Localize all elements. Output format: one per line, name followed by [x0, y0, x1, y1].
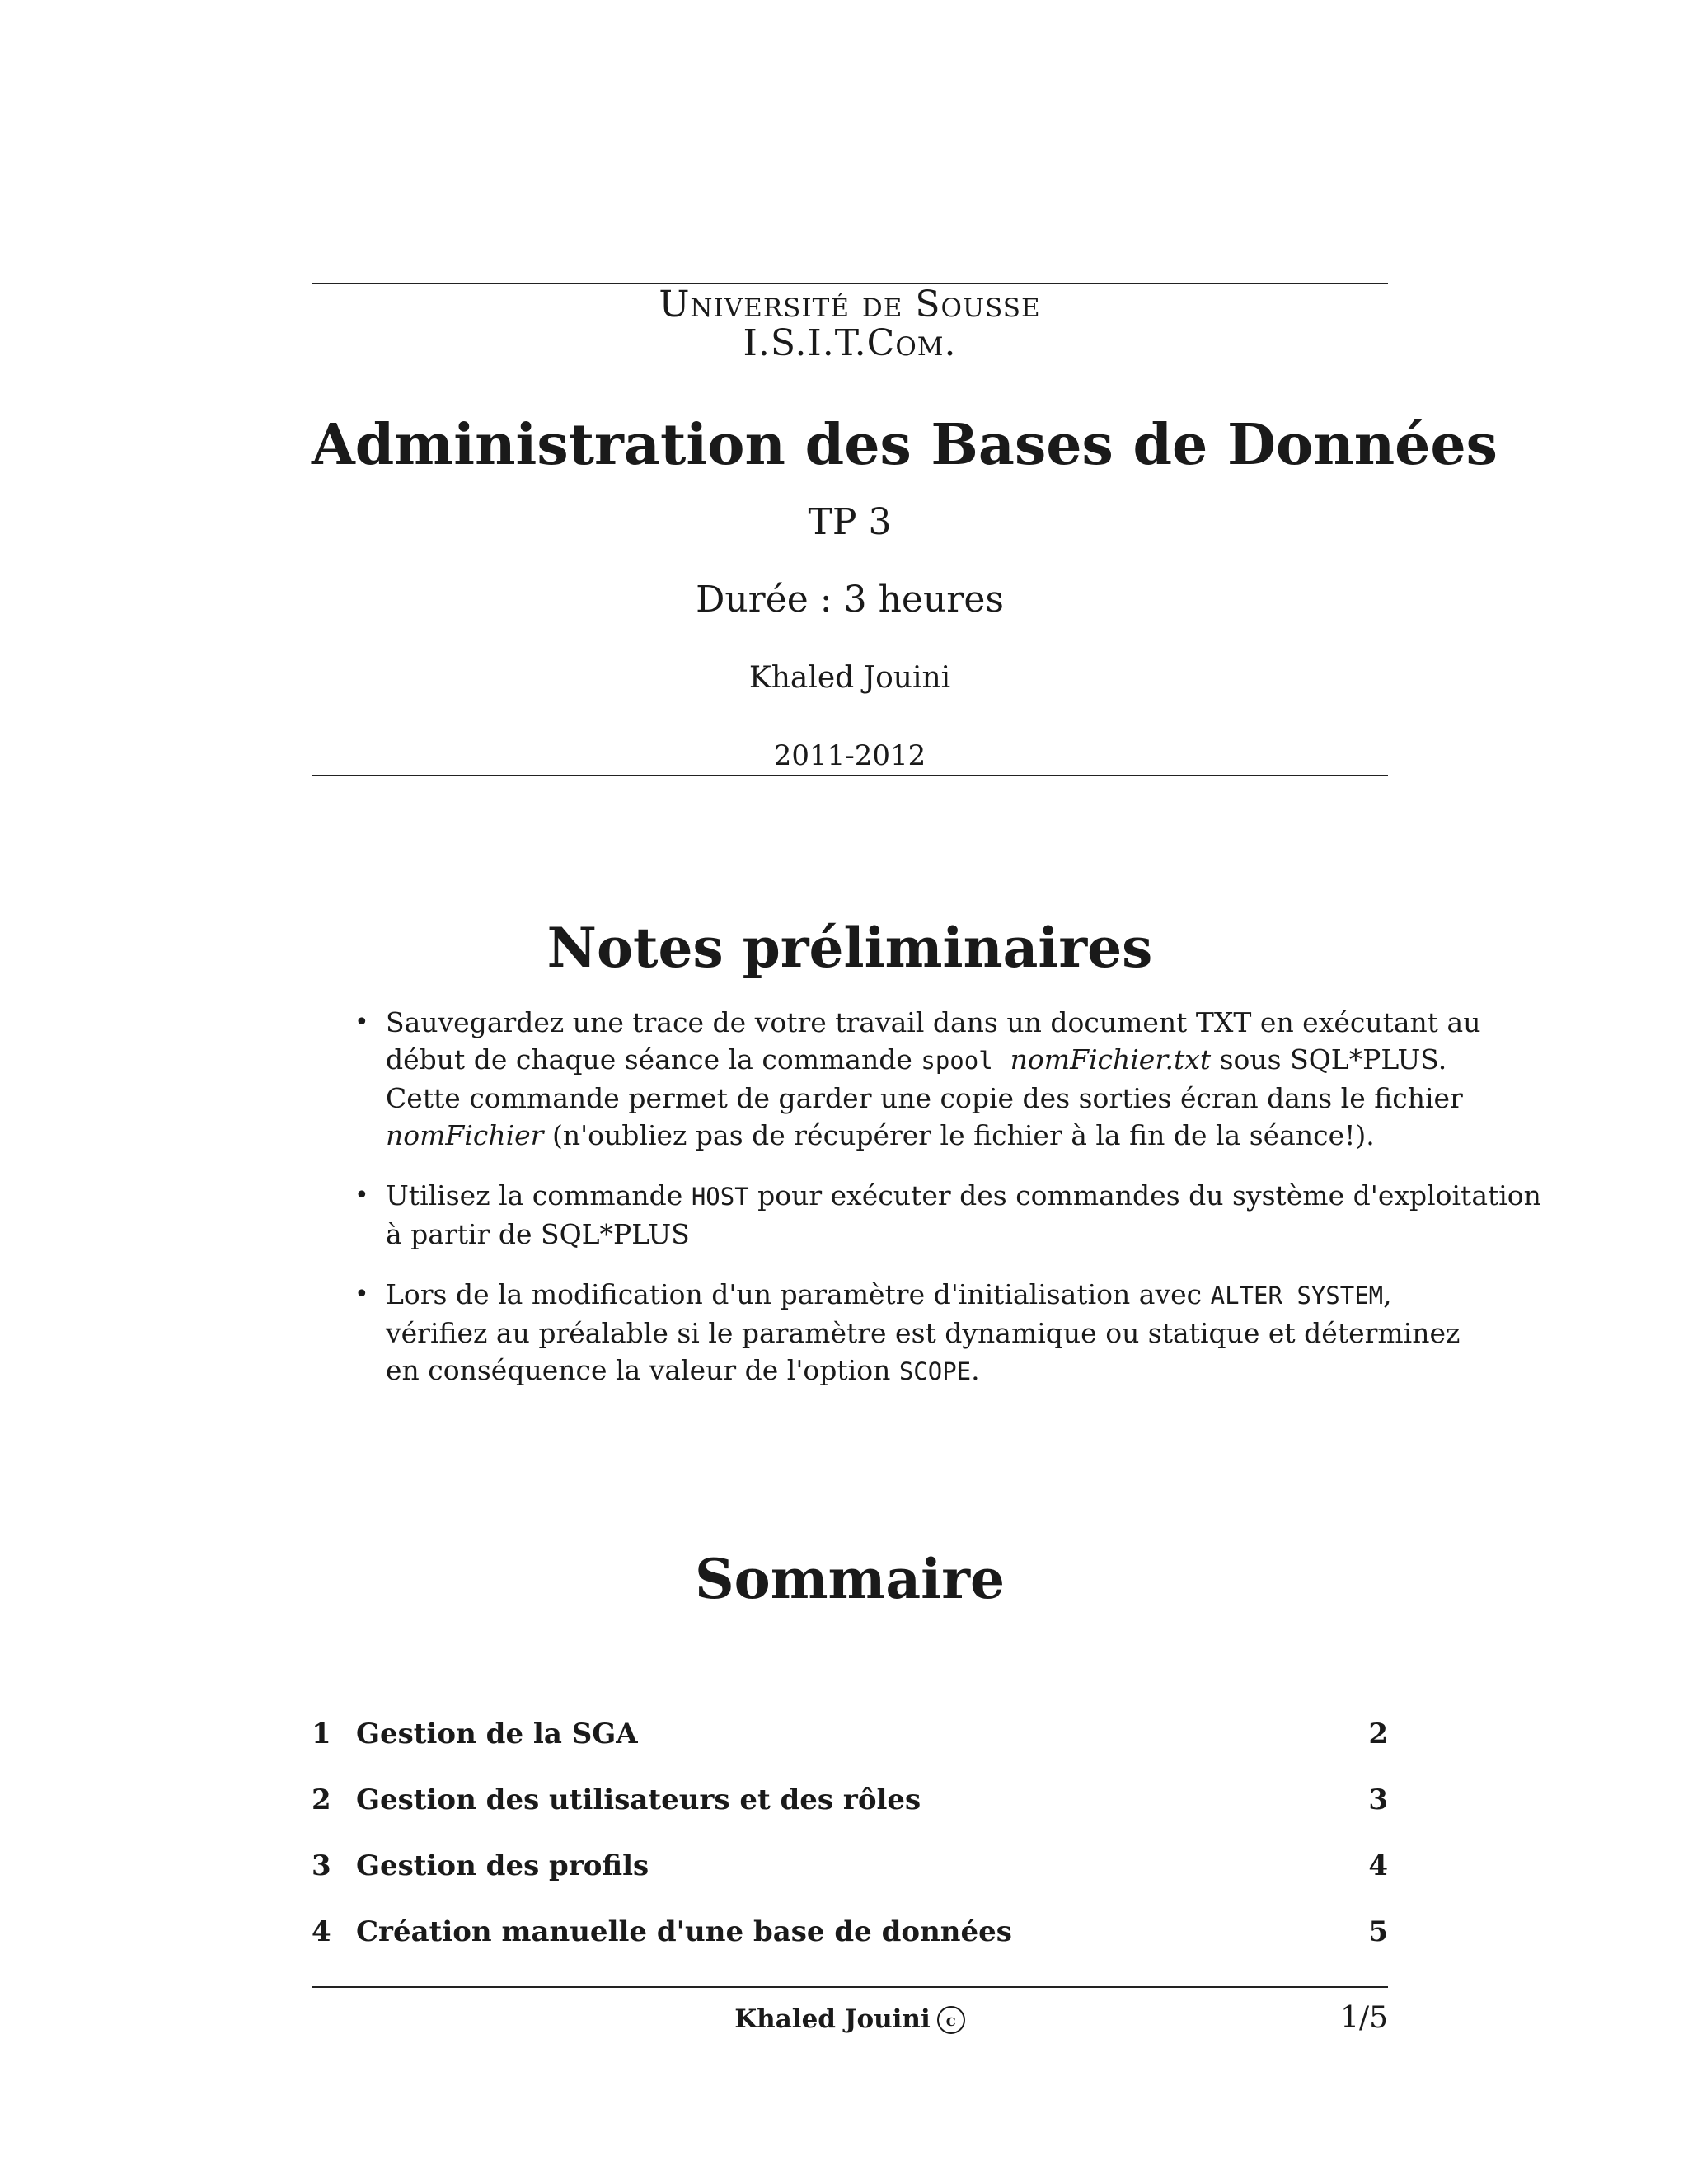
list-item	[353, 1177, 1541, 1253]
code-host: HOST	[691, 1183, 749, 1211]
toc-entry-1[interactable]	[312, 1716, 1388, 1782]
note-line: à partir de SQL*PLUS	[386, 1218, 690, 1250]
toc-page: 2	[1368, 1718, 1388, 1750]
header-bottom-rule	[312, 775, 1388, 776]
copyright-icon: c	[937, 2006, 965, 2034]
page-number: 1/5	[1340, 2001, 1388, 2035]
list-item	[353, 1004, 1481, 1154]
toc-number: 1	[312, 1718, 331, 1750]
toc-page: 5	[1368, 1915, 1388, 1948]
note-line: Sauvegardez une trace de votre travail dans un document TXT en exécutant au	[386, 1006, 1481, 1038]
toc-number: 4	[312, 1915, 331, 1948]
footer-author-block	[312, 2004, 1388, 2034]
footer-author: Khaled Jouini	[734, 2004, 931, 2034]
code-scope: SCOPE	[898, 1357, 972, 1385]
toc-entry-2[interactable]	[312, 1782, 1388, 1848]
school-name: I.S.I.T.Com.	[743, 322, 957, 364]
note-line: Cette commande permet de garder une copie des sorties écran dans le fichier	[386, 1082, 1463, 1114]
duration: Durée : 3 heures	[696, 579, 1004, 621]
note-line: nomFichier (n'oubliez pas de récupérer le fichier à la fin de la séance!).	[386, 1119, 1375, 1151]
toc-entry-4[interactable]	[312, 1914, 1388, 1980]
note-line: en conséquence la valeur de l'option SCOPE.	[386, 1354, 980, 1386]
notes-heading: Notes préliminaires	[546, 916, 1153, 980]
bullet-icon: •	[354, 1181, 369, 1210]
author: Khaled Jouini	[748, 661, 951, 695]
page-footer	[312, 2001, 1388, 2050]
table-of-contents	[312, 1716, 1388, 1980]
toc-entry-3[interactable]	[312, 1848, 1388, 1914]
toc-page: 4	[1368, 1849, 1388, 1882]
filename-em: nomFichier	[386, 1119, 544, 1151]
toc-title: Gestion de la SGA	[356, 1718, 638, 1750]
summary-heading: Sommaire	[695, 1547, 1005, 1611]
university-name: Université de Sousse	[659, 284, 1041, 326]
toc-page: 3	[1368, 1783, 1388, 1816]
filename-em: nomFichier.txt	[1010, 1043, 1212, 1076]
footer-rule	[312, 1986, 1388, 1988]
list-item	[353, 1276, 1461, 1390]
toc-title: Gestion des utilisateurs et des rôles	[356, 1783, 921, 1816]
note-line: début de chaque séance la commande spool nomFichier.txt sous SQL*PLUS.	[386, 1043, 1447, 1076]
code-alter-system: ALTER SYSTEM	[1210, 1282, 1384, 1310]
code-spool: spool	[921, 1047, 993, 1075]
document-title: Administration des Bases de Données	[312, 412, 1498, 478]
bullet-icon: •	[354, 1280, 369, 1309]
tp-number: TP 3	[808, 501, 892, 543]
toc-title: Création manuelle d'une base de données	[356, 1915, 1012, 1948]
academic-year: 2011-2012	[773, 739, 926, 772]
toc-number: 3	[312, 1849, 331, 1882]
notes-list	[353, 1004, 1541, 1413]
bullet-icon: •	[354, 1008, 369, 1037]
note-line: Utilisez la commande HOST pour exécuter des commandes du système d'exploitation	[386, 1179, 1541, 1212]
note-line: vérifiez au préalable si le paramètre est dynamique ou statique et déterminez	[386, 1317, 1461, 1349]
toc-title: Gestion des profils	[356, 1849, 649, 1882]
toc-number: 2	[312, 1783, 331, 1816]
note-line: Lors de la modification d'un paramètre d'initialisation avec ALTER SYSTEM,	[386, 1278, 1392, 1310]
